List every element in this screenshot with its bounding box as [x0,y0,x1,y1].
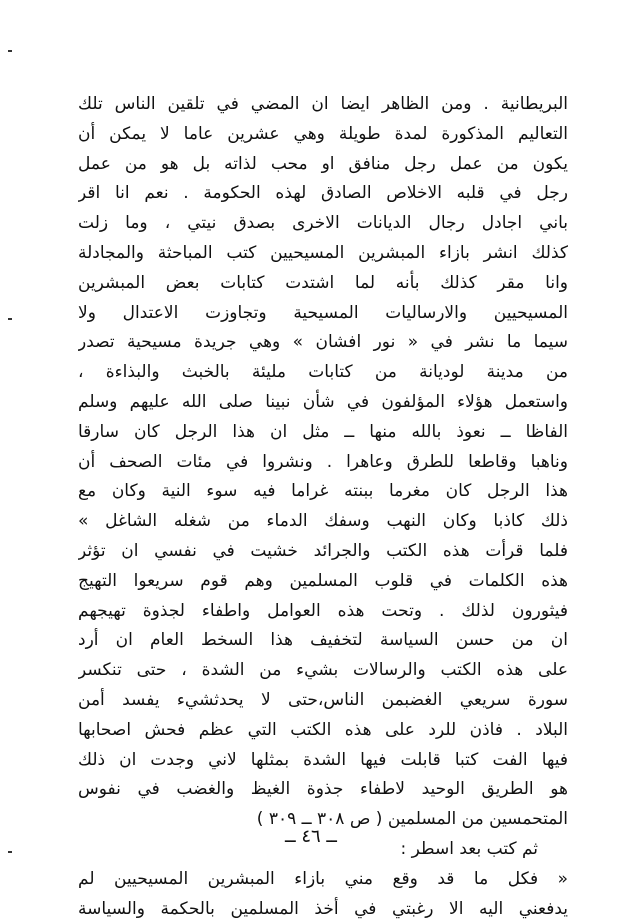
text-line: كذلك انشر بازاء المبشرين المسيحيين كتب المباحثة والمجادلة [78,242,568,263]
text-line: سيما ما نشر في « نور افشان » وهي جريدة مسيحية تصدر [78,332,568,353]
quote-line: يدفعني اليه الا رغبتي في أخذ المسلمين بالحكمة والسياسة [78,898,568,919]
text-line: المسيحيين والارساليات المسيحية وتجاوزت الاعتدال ولا [78,302,568,323]
text-line: فيثورون لذلك . وتحت هذه العوامل واطفاء لجذوة تهيجهم [78,600,568,621]
text-line: التعاليم المذكورة لمدة طويلة وهي عشرين عاما لا يمكن أن [78,123,568,144]
text-line: سورة سريعي الغضبمن الناس،حتى لا يحدثشيء يفسد أمن [78,689,568,710]
page-number: ــ ٤٦ ــ [285,826,337,847]
text-line: ان من حسن السياسة لتخفيف هذا السخط العام ان أرد [78,630,568,651]
text-line: وانا مقر كذلك بأنه لما اشتدت كتابات بعض المبشرين [78,272,568,293]
text-line: الفاظا ــ نعوذ بالله منها ــ مثل ان هذا الرجل كان سارقا [78,421,568,442]
text-line: البلاد . فاذن للرد على هذه الكتب التي عظم فحش اصحابها [78,719,568,740]
text-line: من مدينة لوديانة من كتابات مليئة بالخبث والبذاءة ، [78,362,568,383]
body-text [78,90,568,924]
margin-mark-middle [8,318,12,320]
quote-line: « فكل ما قد وقع مني بازاء المبشرين المسيحيين لم [78,868,568,889]
transition-line: ثم كتب بعد اسطر : [400,838,538,859]
text-line: وناهبا وقاطعا للطرق وعاهرا . ونشروا في مئات الصحف أن [78,451,568,472]
citation-line: المتحمسين من المسلمين ( ص ٣٠٨ ــ ٣٠٩ ) [256,809,568,830]
text-line: ذلك كاذبا وكان النهب وسفك الدماء من شغله الشاغل » [78,511,568,532]
text-line: فيها الفت كتبا قابلت فيها الشدة بمثلها لاني وجدت ان ذلك [78,749,568,770]
text-line: هو الطريق الوحيد لاطفاء جذوة الغيظ والغضب في نفوس [78,779,568,800]
text-line: واستعمل هؤلاء المؤلفون في شأن نبينا صلى الله عليهم وسلم [78,391,568,412]
margin-mark-top [8,50,12,52]
text-line: فلما قرأت هذه الكتب والجرائد خشيت في نفسي ان تؤثر [78,540,568,561]
text-line: يكون من عمل رجل منافق او محب لذاته بل هو من عمل [78,153,568,174]
text-line: البريطانية . ومن الظاهر ايضا ان المضي في تلقين الناس تلك [78,94,568,114]
text-line: هذه الكلمات في قلوب المسلمين وهم قوم سريعوا التهيج [78,570,568,591]
margin-mark-bottom [8,851,12,853]
text-line: على هذه الكتب والرسالات بشيء من الشدة ، حتى تنكسر [78,660,568,681]
text-line: رجل في قلبه الاخلاص الصادق لهذه الحكومة . نعم انا اقر [78,183,568,204]
text-line: باني اجادل رجال الديانات الاخرى بصدق نيتي ، وما زلت [78,213,568,234]
text-line: هذا الرجل كان مغرما ببنته غراما فيه سوء النية وكان مع [78,481,568,502]
